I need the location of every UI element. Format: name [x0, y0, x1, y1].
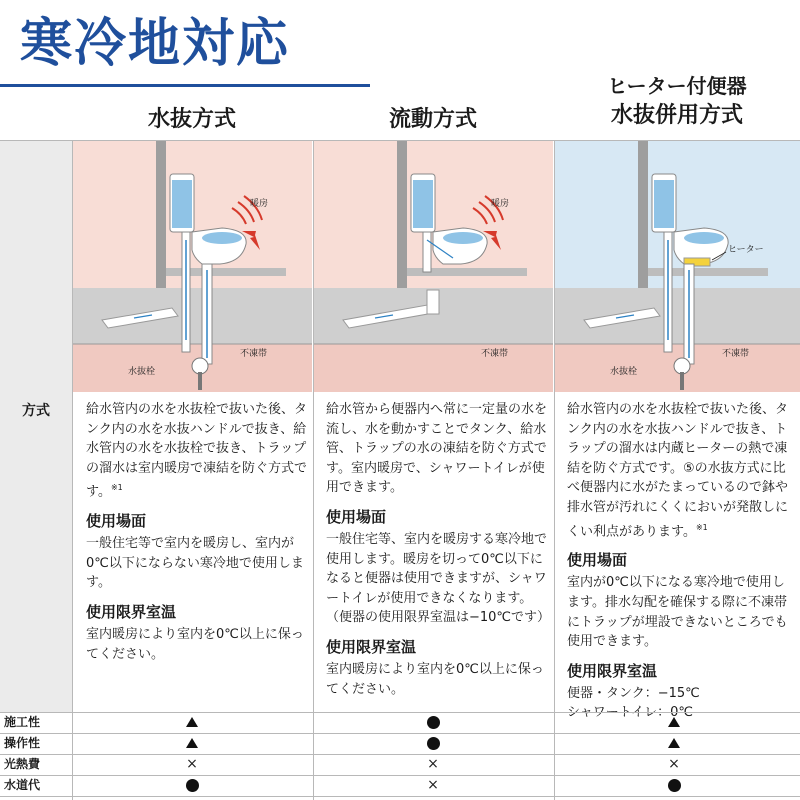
diagram-drain: [72, 140, 312, 392]
rating-cell: [554, 733, 794, 754]
cross-icon: ×: [186, 756, 198, 772]
circle-icon: [668, 779, 681, 792]
use-title: 使用場面: [86, 512, 147, 531]
title-underline: [0, 84, 370, 87]
limit-text: 室内暖房により室内を0℃以上に保ってください。: [86, 627, 304, 662]
description-text: 給水管内の水を水抜栓で抜いた後、タンク内の水を水抜ハンドルで抜き、給水管内の水を水抜栓で抜き、トラップの溜水は室内暖房で凍結を防ぐ方式です。: [86, 402, 308, 500]
frost-label: 不凍帯: [722, 349, 750, 359]
limit-text: 便器・タンク：−15℃: [567, 685, 700, 701]
grid-line: [0, 140, 800, 141]
rating-row-label: 光熱費: [4, 757, 41, 771]
cross-icon: ×: [668, 756, 680, 772]
use-text: 一般住宅等で室内を暖房し、室内が0℃以下にならない寒冷地で使用します。: [86, 536, 304, 591]
description-text: 給水管内の水を水抜栓で抜いた後、タンク内の水を水抜ハンドルで抜き、トラップの溜水は内蔵ヒーターの熱で凍結を防ぐ方式です。⑤の水抜方式に比べ便器内に水がたまっているので鉢や排水管が汚れにくくにおいが発散しにくい利点があります。: [567, 402, 789, 539]
rating-cell: [554, 754, 794, 776]
column-header-title: 水抜併用方式: [610, 103, 743, 128]
valve-label: 水抜栓: [128, 367, 156, 377]
toilet-diagram-drain: [72, 140, 312, 392]
heater-label: ヒーター: [728, 245, 764, 255]
rating-cell: [554, 712, 794, 733]
toilet-diagram-flow: [313, 140, 553, 392]
column-header-subtitle: ヒーター付便器: [607, 74, 747, 98]
heat-label: 暖房: [250, 199, 269, 209]
diagram-heater: [554, 140, 800, 392]
circle-icon: [427, 716, 440, 729]
description-text: 給水管から便器内へ常に一定量の水を流し、水を動かすことでタンク、給水管、トラップの水の凍結を防ぐ方式です。室内暖房で、シャワートイレが使用できます。: [326, 402, 548, 496]
sidebar-method-label: 方式: [22, 403, 50, 419]
limit-title: 使用限界室温: [567, 661, 658, 680]
column-header-title: 水抜方式: [147, 107, 236, 132]
limit-text: 室内暖房により室内を0℃以上に保ってください。: [326, 661, 544, 697]
rating-cell: [72, 775, 312, 796]
column-header-flow: [313, 104, 553, 136]
rating-row-label: 操作性: [4, 736, 41, 750]
column-header-heater: [554, 72, 800, 132]
use-text: 室内が0℃以下になる寒冷地で使用します。排水勾配を確保する際に不凍帯にトラップが埋設できないところでも使用できます。: [567, 575, 788, 650]
toilet-diagram-heater: [554, 140, 800, 392]
circle-icon: [427, 737, 440, 750]
limit-title: 使用限界室温: [86, 603, 177, 622]
limit-title: 使用限界室温: [326, 637, 417, 656]
sidebar: [0, 140, 72, 712]
description-flow: [326, 400, 551, 699]
frost-label: 不凍帯: [240, 349, 268, 359]
page-title: 寒冷地対応: [20, 14, 291, 74]
rating-cell: [313, 733, 553, 754]
triangle-icon: [186, 717, 198, 727]
description-drain: [86, 400, 308, 664]
rating-cell: [72, 733, 312, 754]
cross-icon: ×: [427, 777, 439, 793]
grid-line: [313, 140, 314, 800]
rating-cell: [313, 754, 553, 776]
footnote-mark: ※1: [695, 522, 708, 532]
triangle-icon: [668, 738, 680, 748]
triangle-icon: [668, 717, 680, 727]
frost-label: 不凍帯: [481, 349, 509, 359]
rating-cell: [313, 712, 553, 733]
footnote-mark: ※1: [110, 483, 123, 493]
use-title: 使用場面: [567, 551, 628, 570]
rating-cell: [72, 754, 312, 776]
grid-line: [554, 140, 555, 800]
rating-row-label: 施工性: [4, 715, 41, 729]
circle-icon: [186, 779, 199, 792]
valve-label: 水抜栓: [610, 367, 638, 377]
rating-cell: [554, 775, 794, 796]
rating-cell: [72, 712, 312, 733]
use-text: 一般住宅等、室内を暖房する寒冷地で使用します。暖房を切って0℃以下になると便器は使用できますが、シャワートイレが使用できなくなります。（便器の使用限界室温は−10℃です）: [326, 531, 551, 626]
grid-line: [72, 140, 73, 800]
description-heater: [567, 400, 791, 723]
triangle-icon: [186, 738, 198, 748]
diagram-flow: [313, 140, 553, 392]
rating-row-label: 水道代: [4, 778, 41, 792]
column-header-title: 流動方式: [388, 107, 477, 132]
use-title: 使用場面: [326, 507, 387, 526]
rating-cell: [313, 775, 553, 797]
column-header-drain: [72, 104, 312, 136]
heat-label: 暖房: [491, 199, 510, 209]
cross-icon: ×: [427, 756, 439, 772]
